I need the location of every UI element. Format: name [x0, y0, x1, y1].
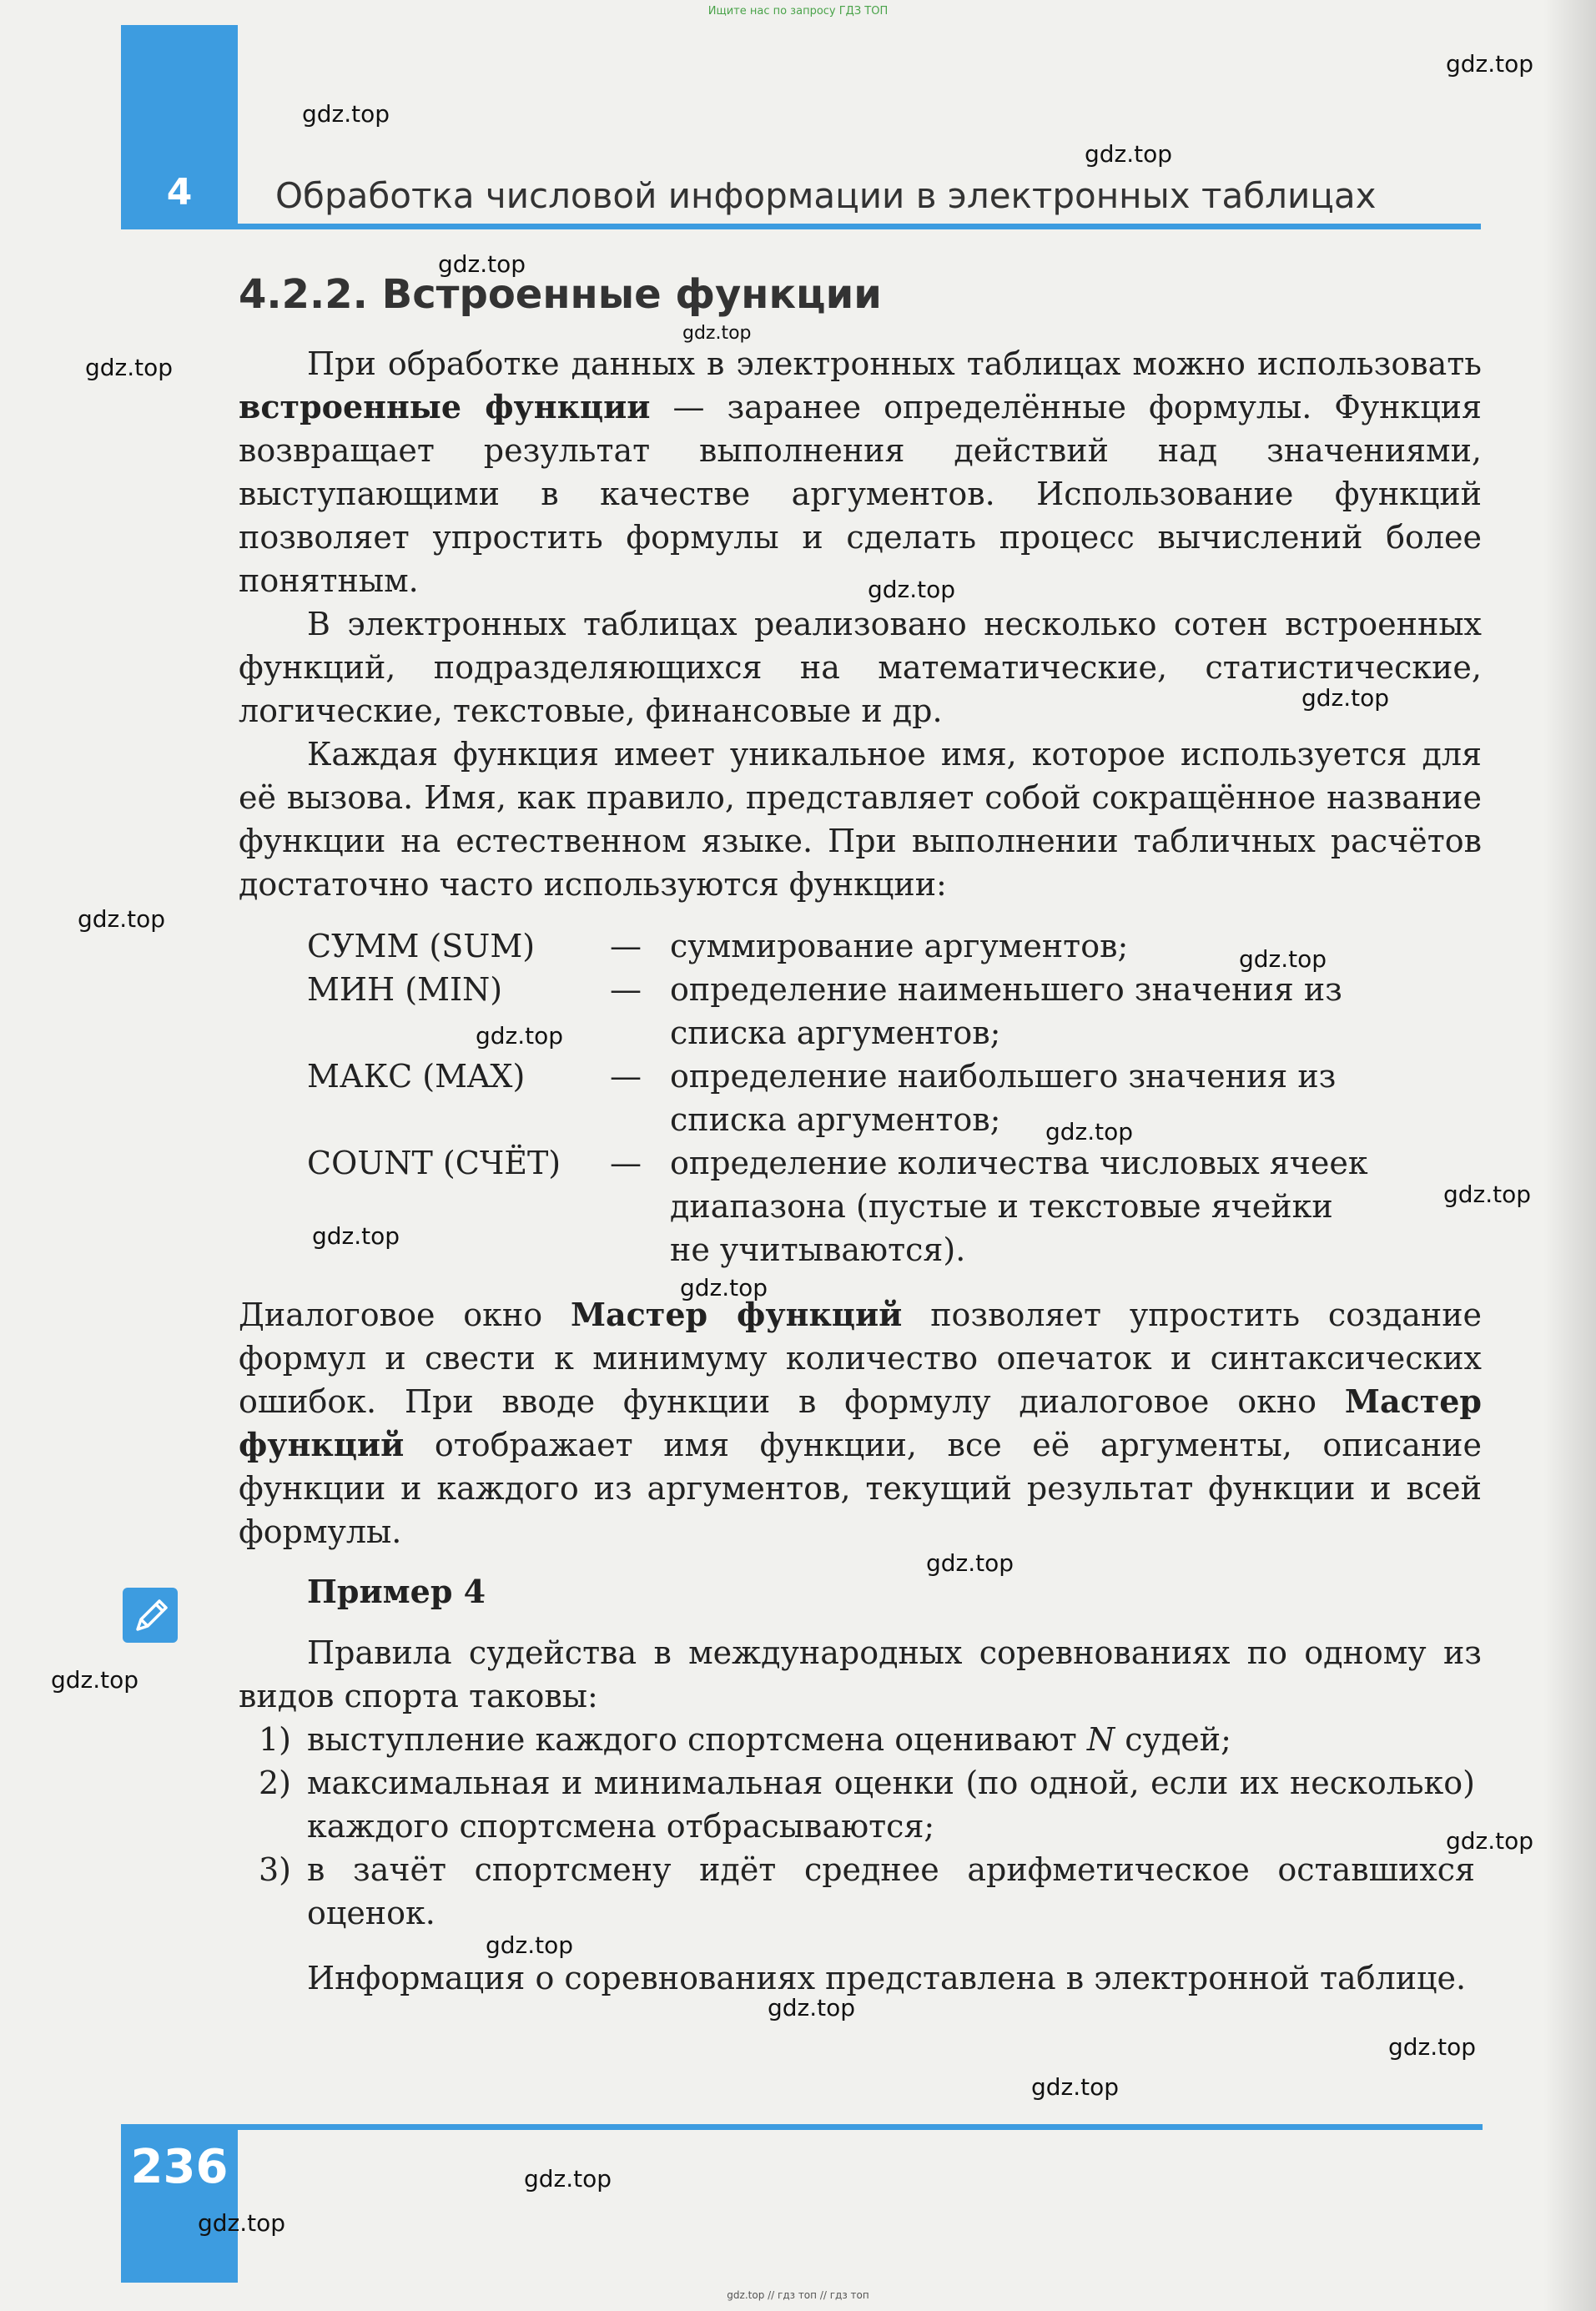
- intro-paragraphs: [239, 342, 1482, 906]
- bottom-note: gdz.top // гдз топ // гдз топ: [727, 2289, 869, 2301]
- watermark: gdz.top: [768, 1994, 856, 2021]
- example-title: Пример 4: [307, 1573, 486, 1610]
- watermark: gdz.top: [682, 323, 752, 344]
- watermark: gdz.top: [1301, 684, 1390, 712]
- watermark: gdz.top: [198, 2209, 286, 2237]
- page-number: 236: [130, 2140, 229, 2194]
- header-rule: [238, 224, 1481, 229]
- rules-list: [259, 1718, 1482, 1935]
- watermark: gdz.top: [476, 1022, 564, 1050]
- pencil-icon: [123, 1588, 178, 1643]
- watermark: gdz.top: [1446, 50, 1534, 78]
- paragraph-4: Диалоговое окно Мастер функций позволяет упростить создание формул и свести к минимуму количество опечаток и синтаксических ошибок. При вводе функции в формулу диалоговое окно Мастер функций отображает имя функции, все её аргументы, описание функции и каждого из аргументов, текущий результат функции и всей формулы.: [239, 1296, 1483, 1550]
- watermark: gdz.top: [1388, 2033, 1477, 2061]
- paragraph-2: В электронных таблицах реализовано несколько сотен встроенных функций, подразделяющихся на математические, статистические, логические, текстовые, финансовые и др.: [239, 606, 1482, 729]
- function-item-max: МАКС (MAX) — определение наибольшего значения из списка аргументов;: [307, 1058, 1337, 1138]
- function-item-min: МИН (MIN) — определение наименьшего значения из списка аргументов;: [307, 971, 1342, 1051]
- watermark: gdz.top: [302, 100, 390, 128]
- example-intro: Правила судейства в международных соревнованиях по одному из видов спорта таковы:: [239, 1634, 1482, 1714]
- watermark: gdz.top: [868, 576, 956, 603]
- paragraph-3: Каждая функция имеет уникальное имя, которое используется для её вызова. Имя, как правило, представляет собой сокращённое название функции на естественном языке. При выполнении табличных расчётов достаточно часто используются функции:: [239, 736, 1482, 903]
- watermark: gdz.top: [1239, 945, 1327, 973]
- watermark: gdz.top: [438, 250, 526, 278]
- function-item-count: COUNT (СЧЁТ) — определение количества числовых ячеек диапазона (пустые и текстовые ячейки не учитываются).: [307, 1145, 1368, 1268]
- final-paragraph: Информация о соревнованиях представлена в электронной таблице.: [307, 1960, 1467, 1996]
- function-item-sum: СУММ (SUM) — суммирование аргументов;: [307, 928, 1129, 964]
- watermark: gdz.top: [78, 905, 166, 933]
- master-paragraph: [239, 1293, 1482, 1553]
- section-title: 4.2.2. Встроенные функции: [239, 271, 882, 318]
- paragraph-1: При обработке данных в электронных таблицах можно использовать встроенные функции — заранее определённые формулы. Функция возвращает результат выполнения действий над значениями, выступающими в качестве аргументов. Использование функций позволяет упростить формулы и сделать процесс вычислений более понятным.: [239, 345, 1482, 599]
- watermark: gdz.top: [51, 1666, 139, 1694]
- watermark: gdz.top: [486, 1931, 574, 1959]
- watermark: gdz.top: [1045, 1118, 1134, 1145]
- watermark: gdz.top: [312, 1222, 400, 1250]
- rule-item-3: 3) в зачёт спортсмену идёт среднее арифметическое оставшихся оценок.: [259, 1851, 1475, 1931]
- watermark: gdz.top: [1085, 140, 1173, 168]
- watermark: gdz.top: [926, 1549, 1014, 1577]
- chapter-number: 4: [166, 171, 193, 214]
- watermark: gdz.top: [1443, 1181, 1532, 1208]
- watermark: gdz.top: [524, 2165, 612, 2193]
- watermark: gdz.top: [1031, 2073, 1120, 2101]
- watermark: gdz.top: [85, 354, 174, 381]
- footer-rule: [238, 2124, 1483, 2130]
- chapter-title: Обработка числовой информации в электронных таблицах: [275, 175, 1377, 216]
- rule-item-2: 2) максимальная и минимальная оценки (по одной, если их несколько) каждого спортсмена отбрасываются;: [259, 1765, 1475, 1845]
- top-note: Ищите нас по запросу ГДЗ ТОП: [707, 5, 889, 18]
- rule-item-1: 1) выступление каждого спортсмена оценивают N судей;: [259, 1721, 1231, 1758]
- function-list: [307, 924, 1504, 1271]
- watermark: gdz.top: [1446, 1827, 1534, 1855]
- watermark: gdz.top: [680, 1274, 768, 1302]
- page-edge-shadow: [1543, 0, 1596, 2311]
